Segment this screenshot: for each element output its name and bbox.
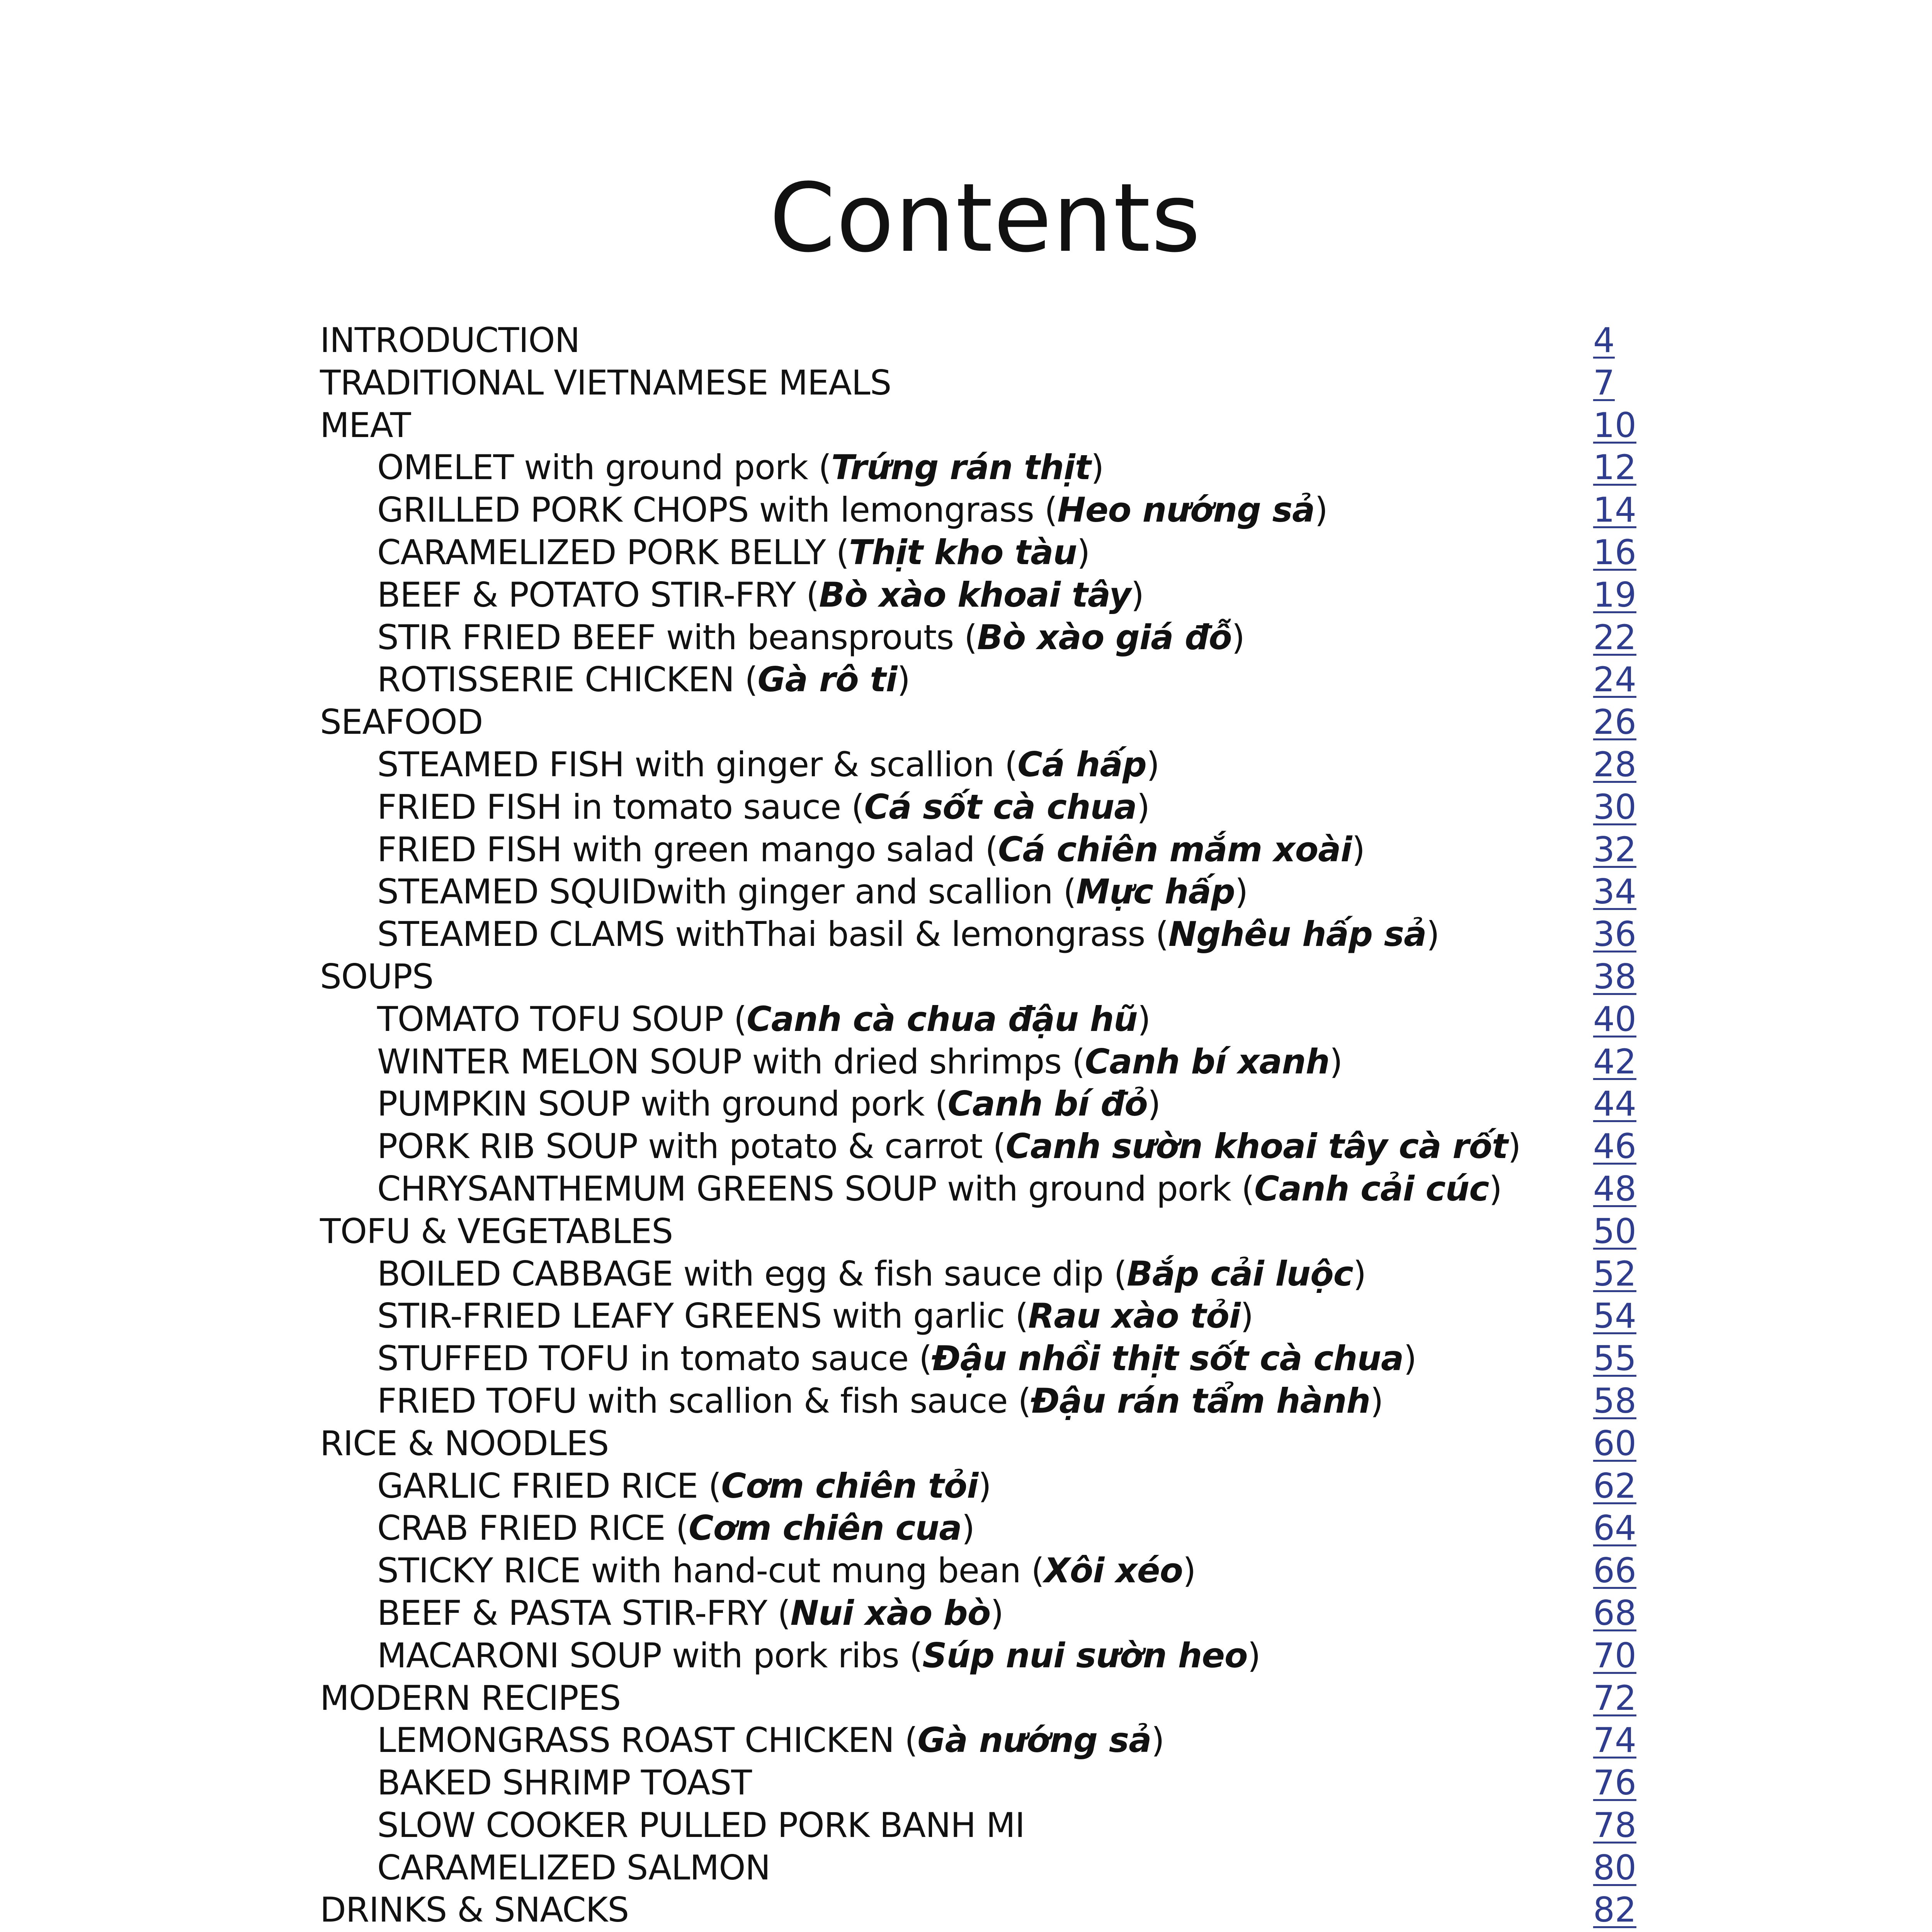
- toc-entry-title: ROTISSERIE CHICKEN (Gà rô ti): [377, 660, 910, 700]
- toc-entry-text: OMELET with ground pork: [377, 447, 808, 488]
- toc-entry-vietnamese-name: Cá hấp: [1017, 744, 1146, 784]
- toc-entry-title: TOMATO TOFU SOUP (Canh cà chua đậu hũ): [377, 999, 1151, 1039]
- toc-entry-title: [320, 1210, 673, 1253]
- toc-entry-text: SEAFOOD: [320, 702, 483, 742]
- toc-page-link[interactable]: 48: [1593, 1168, 1636, 1209]
- toc-page-link[interactable]: 68: [1593, 1593, 1636, 1633]
- toc-entry-text: MODERN RECIPES: [320, 1678, 621, 1718]
- toc-entry-vietnamese-name: Cá chiên mắm xoài: [998, 829, 1352, 869]
- toc-entry-vietnamese-name: Bắp cải luộc: [1126, 1253, 1353, 1294]
- toc-entry-text: CARAMELIZED PORK BELLY: [377, 532, 826, 572]
- toc-entry-title: STIR-FRIED LEAFY GREENS with garlic (Rau xào tỏi): [377, 1296, 1253, 1336]
- toc-section-row: [320, 701, 1665, 743]
- toc-entry-title: FRIED FISH in tomato sauce (Cá sốt cà chua): [377, 787, 1150, 827]
- toc-page-link[interactable]: 58: [1593, 1381, 1636, 1421]
- toc-entry-title: BEEF & PASTA STIR-FRY (Nui xào bò): [377, 1593, 1003, 1633]
- toc-entry-text: BEEF & POTATO STIR-FRY: [377, 575, 796, 615]
- toc-entry-text: MACARONI SOUP with pork ribs: [377, 1635, 899, 1675]
- toc-entry-text: BOILED CABBAGE with egg & fish sauce dip: [377, 1253, 1104, 1294]
- toc-page-link[interactable]: 34: [1593, 872, 1636, 912]
- toc-entry-title: [320, 362, 891, 404]
- toc-page-link[interactable]: 4: [1593, 320, 1615, 360]
- toc-entry-title: STEAMED FISH with ginger & scallion (Cá hấp): [377, 744, 1160, 784]
- toc-page-link[interactable]: 74: [1593, 1720, 1636, 1760]
- toc-entry-row: [320, 1549, 1665, 1592]
- toc-entry-row: [320, 1804, 1665, 1847]
- toc-section-row: [320, 956, 1665, 998]
- toc-section-row: [320, 1210, 1665, 1253]
- toc-entry-vietnamese-name: Trứng rán thịt: [831, 447, 1091, 488]
- toc-page-link[interactable]: 16: [1593, 532, 1636, 572]
- toc-entry-text: GRILLED PORK CHOPS with lemongrass: [377, 490, 1034, 530]
- toc-page-link[interactable]: 38: [1593, 956, 1636, 997]
- toc-entry-title: LEMONGRASS ROAST CHICKEN (Gà nướng sả): [377, 1720, 1164, 1760]
- toc-entry-title: STUFFED TOFU in tomato sauce (Đậu nhồi thịt sốt cà chua): [377, 1338, 1417, 1379]
- toc-entry-text: STIR-FRIED LEAFY GREENS with garlic: [377, 1296, 1005, 1336]
- toc-entry-text: INTRODUCTION: [320, 320, 580, 360]
- toc-entry-title: BOILED CABBAGE with egg & fish sauce dip (Bắp cải luộc): [377, 1253, 1366, 1294]
- toc-section-row: [320, 404, 1665, 447]
- toc-page-link[interactable]: 60: [1593, 1423, 1636, 1463]
- toc-entry-text: DRINKS & SNACKS: [320, 1890, 629, 1930]
- toc-entry-text: ROTISSERIE CHICKEN: [377, 660, 735, 700]
- toc-entry-row: [320, 574, 1665, 616]
- toc-page-link[interactable]: 50: [1593, 1211, 1636, 1251]
- toc-entry-vietnamese-name: Canh bí xanh: [1085, 1041, 1330, 1082]
- toc-entry-vietnamese-name: Nghêu hấp sả: [1168, 914, 1427, 954]
- toc-entry-row: [320, 1507, 1665, 1549]
- toc-entry-vietnamese-name: Canh sườn khoai tây cà rốt: [1005, 1126, 1508, 1167]
- toc-entry-row: [320, 616, 1665, 659]
- toc-entry-row: [320, 1125, 1665, 1168]
- toc-entry-row: [320, 1634, 1665, 1677]
- toc-page-link[interactable]: 62: [1593, 1466, 1636, 1506]
- toc-entry-title: STEAMED SQUIDwith ginger and scallion (Mực hấp): [377, 872, 1248, 912]
- toc-entry-text: PORK RIB SOUP with potato & carrot: [377, 1126, 983, 1167]
- toc-entry-text: LEMONGRASS ROAST CHICKEN: [377, 1720, 895, 1760]
- toc-page-link[interactable]: 22: [1593, 617, 1636, 657]
- toc-entry-title: CARAMELIZED PORK BELLY (Thịt kho tàu): [377, 532, 1090, 572]
- toc-entry-row: [320, 1253, 1665, 1295]
- toc-entry-text: PUMPKIN SOUP with ground pork: [377, 1084, 925, 1124]
- toc-page-link[interactable]: 28: [1593, 744, 1636, 784]
- toc-entry-title: [320, 956, 433, 998]
- toc-entry-vietnamese-name: Cá sốt cà chua: [864, 787, 1137, 827]
- toc-entry-title: [320, 319, 580, 362]
- toc-entry-text: MEAT: [320, 405, 411, 445]
- toc-entry-text: CRAB FRIED RICE: [377, 1508, 665, 1548]
- toc-entry-vietnamese-name: Canh cà chua đậu hũ: [747, 999, 1138, 1039]
- toc-page-link[interactable]: 10: [1593, 405, 1636, 445]
- toc-entry-title: STICKY RICE with hand-cut mung bean (Xôi xéo): [377, 1551, 1196, 1591]
- toc-entry-row: [320, 446, 1665, 489]
- toc-entry-row: [320, 1041, 1665, 1083]
- toc-entry-row: [320, 913, 1665, 956]
- toc-entry-title: GRILLED PORK CHOPS with lemongrass (Heo nướng sả): [377, 490, 1328, 530]
- toc-page-link[interactable]: 12: [1593, 447, 1636, 488]
- toc-entry-vietnamese-name: Bò xào giá đỗ: [977, 617, 1232, 657]
- toc-entry-title: [320, 1422, 609, 1465]
- table-of-contents: [320, 319, 1665, 1932]
- toc-entry-vietnamese-name: Canh cải cúc: [1254, 1168, 1489, 1209]
- toc-entry-row: [320, 1465, 1665, 1507]
- toc-entry-text: STEAMED FISH with ginger & scallion: [377, 744, 994, 784]
- toc-page-link[interactable]: 44: [1593, 1084, 1636, 1124]
- toc-page-link[interactable]: 32: [1593, 829, 1636, 869]
- toc-entry-vietnamese-name: Mực hấp: [1076, 872, 1235, 912]
- toc-page-link[interactable]: 30: [1593, 787, 1636, 827]
- toc-page-link[interactable]: 55: [1593, 1338, 1636, 1379]
- toc-entry-row: [320, 531, 1665, 574]
- toc-page-link[interactable]: 24: [1593, 660, 1636, 700]
- toc-section-row: [320, 1677, 1665, 1719]
- toc-entry-row: [320, 828, 1665, 871]
- toc-entry-vietnamese-name: Đậu nhồi thịt sốt cà chua: [932, 1338, 1404, 1379]
- toc-page-link[interactable]: 72: [1593, 1678, 1636, 1718]
- toc-entry-row: [320, 1719, 1665, 1762]
- toc-page-link[interactable]: 19: [1593, 575, 1636, 615]
- toc-entry-text: STICKY RICE with hand-cut mung bean: [377, 1551, 1021, 1591]
- toc-entry-vietnamese-name: Đậu rán tẩm hành: [1031, 1381, 1371, 1421]
- toc-entry-title: MACARONI SOUP with pork ribs (Súp nui sườn heo): [377, 1635, 1260, 1675]
- toc-entry-title: FRIED TOFU with scallion & fish sauce (Đậu rán tẩm hành): [377, 1381, 1383, 1421]
- toc-page-link[interactable]: 46: [1593, 1126, 1636, 1167]
- toc-entry-row: [320, 743, 1665, 786]
- toc-entry-text: SLOW COOKER PULLED PORK BANH MI: [377, 1805, 1025, 1845]
- toc-page-link[interactable]: 26: [1593, 702, 1636, 742]
- toc-entry-text: FRIED FISH with green mango salad: [377, 829, 975, 869]
- toc-entry-row: [320, 658, 1665, 701]
- toc-entry-text: TRADITIONAL VIETNAMESE MEALS: [320, 362, 891, 403]
- toc-entry-title: WINTER MELON SOUP with dried shrimps (Canh bí xanh): [377, 1041, 1342, 1082]
- toc-entry-text: FRIED TOFU with scallion & fish sauce: [377, 1381, 1008, 1421]
- toc-page-link[interactable]: 7: [1593, 362, 1615, 403]
- toc-entry-text: STEAMED CLAMS withThai basil & lemongrass: [377, 914, 1145, 954]
- toc-page-link[interactable]: 52: [1593, 1253, 1636, 1294]
- toc-entry-text: TOMATO TOFU SOUP: [377, 999, 723, 1039]
- toc-entry-vietnamese-name: Bò xào khoai tây: [819, 575, 1131, 615]
- toc-entry-text: BAKED SHRIMP TOAST: [377, 1763, 752, 1803]
- toc-page-link[interactable]: 82: [1593, 1890, 1636, 1930]
- toc-entry-title: [320, 1847, 770, 1889]
- toc-entry-row: [320, 1847, 1665, 1889]
- toc-entry-title: PUMPKIN SOUP with ground pork (Canh bí đỏ): [377, 1084, 1161, 1124]
- toc-entry-text: WINTER MELON SOUP with dried shrimps: [377, 1041, 1062, 1082]
- toc-entry-title: STEAMED CLAMS withThai basil & lemongrass (Nghêu hấp sả): [377, 914, 1439, 954]
- toc-entry-row: [320, 1295, 1665, 1337]
- toc-page-link[interactable]: 70: [1593, 1635, 1636, 1675]
- toc-entry-row: [320, 786, 1665, 828]
- toc-entry-text: FRIED FISH in tomato sauce: [377, 787, 841, 827]
- toc-entry-title: CRAB FRIED RICE (Cơm chiên cua): [377, 1508, 975, 1548]
- toc-entry-row: [320, 1380, 1665, 1422]
- toc-entry-text: STEAMED SQUIDwith ginger and scallion: [377, 872, 1053, 912]
- toc-page-link[interactable]: 78: [1593, 1805, 1636, 1845]
- toc-entry-title: STIR FRIED BEEF with beansprouts (Bò xào giá đỗ): [377, 617, 1245, 657]
- toc-entry-vietnamese-name: Nui xào bò: [790, 1593, 991, 1633]
- toc-entry-text: STUFFED TOFU in tomato sauce: [377, 1338, 909, 1379]
- toc-entry-vietnamese-name: Cơm chiên cua: [689, 1508, 962, 1548]
- toc-entry-title: [320, 1889, 629, 1931]
- toc-section-row: [320, 362, 1665, 404]
- toc-entry-row: [320, 1762, 1665, 1804]
- toc-entry-row: [320, 998, 1665, 1041]
- toc-entry-text: SOUPS: [320, 956, 434, 997]
- toc-section-row: [320, 1422, 1665, 1465]
- toc-entry-vietnamese-name: Gà rô ti: [757, 660, 897, 700]
- toc-entry-vietnamese-name: Cơm chiên tỏi: [721, 1466, 978, 1506]
- toc-entry-title: OMELET with ground pork (Trứng rán thịt): [377, 447, 1104, 488]
- toc-entry-title: [320, 701, 483, 743]
- toc-section-row: [320, 319, 1665, 362]
- toc-page-link[interactable]: 64: [1593, 1508, 1636, 1548]
- toc-section-row: [320, 1889, 1665, 1931]
- toc-entry-text: GARLIC FRIED RICE: [377, 1466, 698, 1506]
- toc-page-link[interactable]: 14: [1593, 490, 1636, 530]
- toc-entry-text: CHRYSANTHEMUM GREENS SOUP with ground pork: [377, 1168, 1231, 1209]
- toc-entry-title: BEEF & POTATO STIR-FRY (Bò xào khoai tây): [377, 575, 1144, 615]
- toc-entry-vietnamese-name: Canh bí đỏ: [947, 1084, 1148, 1124]
- toc-entry-title: [320, 1804, 1025, 1847]
- toc-entry-row: [320, 1337, 1665, 1380]
- toc-entry-text: RICE & NOODLES: [320, 1423, 609, 1463]
- toc-entry-vietnamese-name: Thịt kho tàu: [849, 532, 1077, 572]
- toc-entry-title: PORK RIB SOUP with potato & carrot (Canh sườn khoai tây cà rốt): [377, 1126, 1521, 1167]
- toc-entry-vietnamese-name: Xôi xéo: [1044, 1551, 1183, 1591]
- toc-entry-text: STIR FRIED BEEF with beansprouts: [377, 617, 954, 657]
- toc-entry-title: [320, 1677, 621, 1719]
- toc-entry-vietnamese-name: Gà nướng sả: [917, 1720, 1151, 1760]
- toc-entry-row: [320, 871, 1665, 913]
- toc-entry-row: [320, 1592, 1665, 1634]
- toc-entry-row: [320, 1168, 1665, 1210]
- toc-entry-vietnamese-name: Rau xào tỏi: [1028, 1296, 1240, 1336]
- toc-entry-row: [320, 1083, 1665, 1125]
- page-title: Contents: [769, 163, 1202, 273]
- toc-entry-text: BEEF & PASTA STIR-FRY: [377, 1593, 767, 1633]
- toc-page-link[interactable]: 76: [1593, 1763, 1636, 1803]
- toc-page-link[interactable]: 66: [1593, 1551, 1636, 1591]
- toc-entry-text: TOFU & VEGETABLES: [320, 1211, 673, 1251]
- toc-page-link[interactable]: 40: [1593, 999, 1636, 1039]
- toc-page-link[interactable]: 80: [1593, 1847, 1636, 1888]
- toc-entry-vietnamese-name: Súp nui sườn heo: [922, 1635, 1248, 1675]
- toc-entry-vietnamese-name: Heo nướng sả: [1057, 490, 1315, 530]
- toc-entry-text: CARAMELIZED SALMON: [377, 1847, 770, 1888]
- toc-entry-title: FRIED FISH with green mango salad (Cá chiên mắm xoài): [377, 829, 1365, 869]
- toc-page-link[interactable]: 36: [1593, 914, 1636, 954]
- toc-entry-title: CHRYSANTHEMUM GREENS SOUP with ground pork (Canh cải cúc): [377, 1168, 1502, 1209]
- toc-page-link[interactable]: 54: [1593, 1296, 1636, 1336]
- toc-entry-title: [320, 404, 411, 447]
- toc-page-link[interactable]: 42: [1593, 1041, 1636, 1082]
- toc-entry-row: [320, 489, 1665, 531]
- toc-entry-title: [320, 1762, 752, 1804]
- toc-entry-title: GARLIC FRIED RICE (Cơm chiên tỏi): [377, 1466, 991, 1506]
